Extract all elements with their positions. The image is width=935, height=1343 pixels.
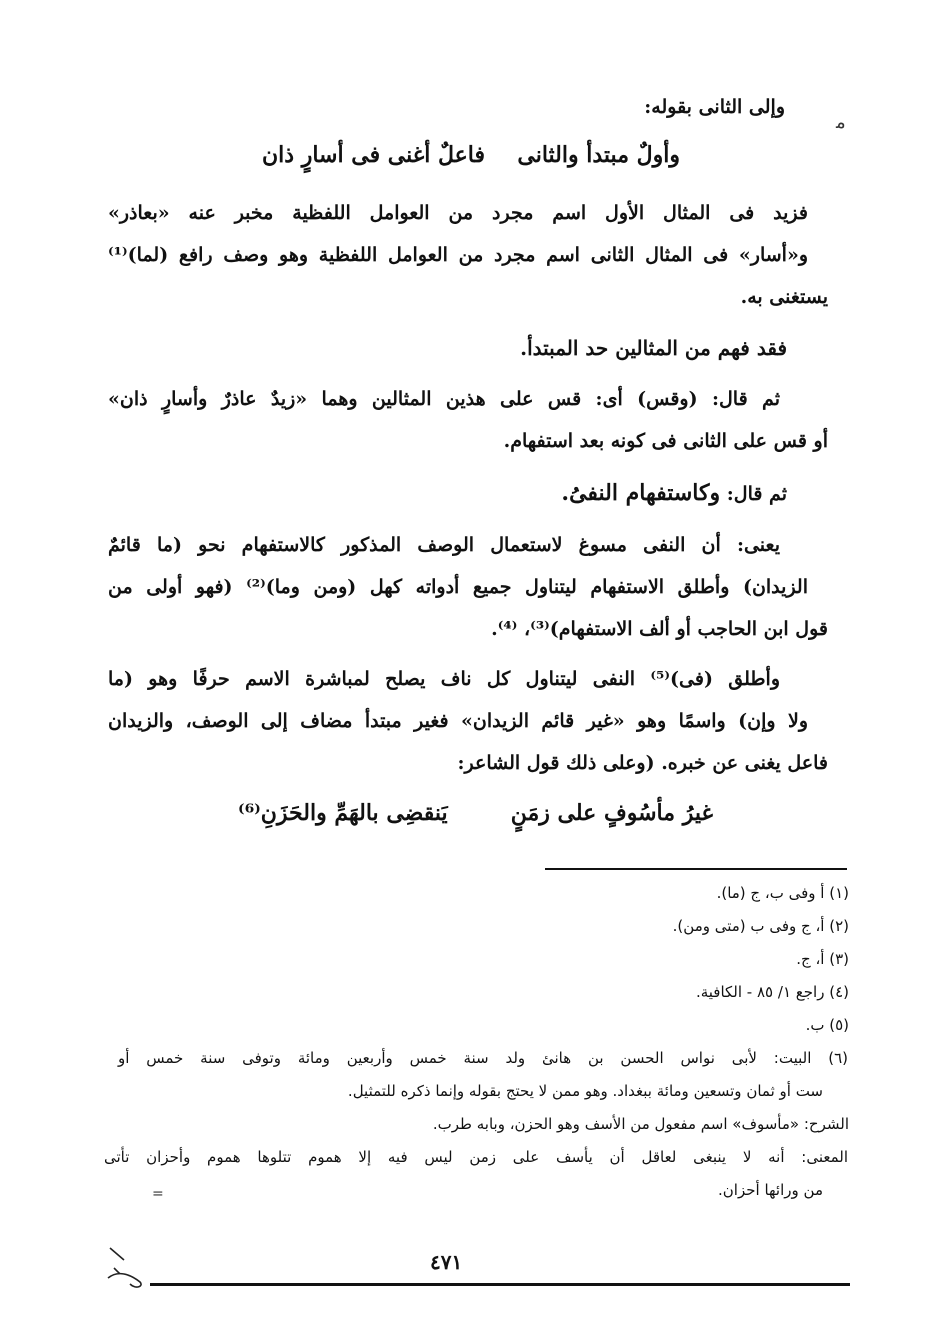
- para2: فقد فهم من المثالين حد المبتدأ.: [520, 336, 787, 360]
- page-number: ٤٧١: [430, 1250, 463, 1274]
- footnote-1: (١) أ وفى ب، ج (ما).: [716, 884, 849, 902]
- bottom-rule: [150, 1283, 850, 1286]
- footnote-separator: [545, 868, 847, 870]
- para3-line-1: ثم قال: (وقس) أى: قس على هذين المثالين وهما «زيدٌ عاذرٌ وأسارٍ ذان»: [108, 388, 780, 410]
- footnote-3: (٣) أ، ج.: [796, 950, 849, 968]
- para6-line-2: ولا وإن) واسمًا وهو «غير قائم الزيدان» فغير مبتدأ مضاف إلى الوصف، والزيدان: [108, 710, 808, 732]
- footnote-6-line-1: (٦) البيت: لأبى نواس الحسن بن هانئ ولد سنة خمس وأربعين ومائة وتوفى سنة خمس أو: [118, 1049, 848, 1067]
- decorative-flourish-icon: [100, 1240, 160, 1300]
- footnote-6-line-2: ست أو ثمان وتسعين ومائة ببغداد. وهو ممن لا يحتج بقوله وإنما ذكره للتمثيل.: [347, 1082, 823, 1100]
- commentary-sharh: الشرح: «مأسوف» اسم مفعول من الأسف وهو الحزن، وبابه طرب.: [432, 1115, 849, 1133]
- margin-equals-mark: =: [152, 1186, 164, 1202]
- margin-mark: ﻣ: [836, 112, 846, 133]
- para3-line-2: أو قس على الثانى فى كونه بعد استفهام.: [503, 430, 828, 452]
- intro-line: وإلى الثانى بقوله:: [644, 96, 785, 118]
- verse1-right-hemistich: وأولٌ مبتدأ والثانى: [517, 142, 680, 168]
- para4-verse: وكاستفهام النفىُ.: [561, 480, 721, 506]
- para5-line-2: الزيدان) وأطلق الاستفهام ليتناول جميع أدواته كهل (ومن وما)⁽²⁾ (فهو أولى من: [108, 576, 808, 598]
- footnote-5: (٥) ب.: [805, 1016, 849, 1034]
- para4: [561, 482, 787, 504]
- commentary-meaning-line-2: من ورائها أحزان.: [718, 1181, 823, 1199]
- para6-line-3: فاعل يغنى عن خبره. (وعلى ذلك قول الشاعر:: [457, 752, 828, 774]
- verse2-right-hemistich: غيرُ مأسُوفٍ على زمَنٍ: [510, 800, 713, 826]
- para1-line-1: فزيد فى المثال الأول اسم مجرد من العوامل اللفظية مخبر عنه «بعاذر»: [108, 202, 808, 224]
- para1-line-3: يستغنى به.: [740, 286, 828, 308]
- para5-line-1: يعنى: أن النفى مسوغ لاستعمال الوصف المذكور كالاستفهام نحو (ما قائمٌ: [108, 534, 780, 556]
- para4-prefix: ثم قال:: [726, 483, 787, 505]
- para1-line-2: و«أسار» فى المثال الثانى اسم مجرد من العوامل اللفظية وهو وصف رافع (لما)⁽¹⁾: [108, 244, 808, 266]
- verse2-left-hemistich: يَنقضِى بالهَمِّ والحَزَنِ⁽⁶⁾: [238, 800, 448, 826]
- para5-line-3: قول ابن الحاجب أو ألف الاستفهام)⁽³⁾، ⁽⁴⁾.: [491, 618, 828, 640]
- verse1-left-hemistich: فاعلٌ أغنى فى أسارٍ ذان: [262, 142, 486, 168]
- footnote-2: (٢) أ، ج وفى ب (متى ومن).: [672, 917, 849, 935]
- footnote-4: (٤) راجع ١/ ٨٥ - الكافية.: [695, 983, 849, 1001]
- commentary-meaning-line-1: المعنى: أنه لا ينبغى لعاقل أن يأسف على زمن ليس فيه إلا هموم تتلوها هموم وأحزان تأتى: [104, 1148, 848, 1166]
- para6-line-1: وأطلق (فى)⁽⁵⁾ النفى ليتناول كل ناف يصلح لمباشرة الاسم حرفًا وهو (ما: [108, 668, 780, 690]
